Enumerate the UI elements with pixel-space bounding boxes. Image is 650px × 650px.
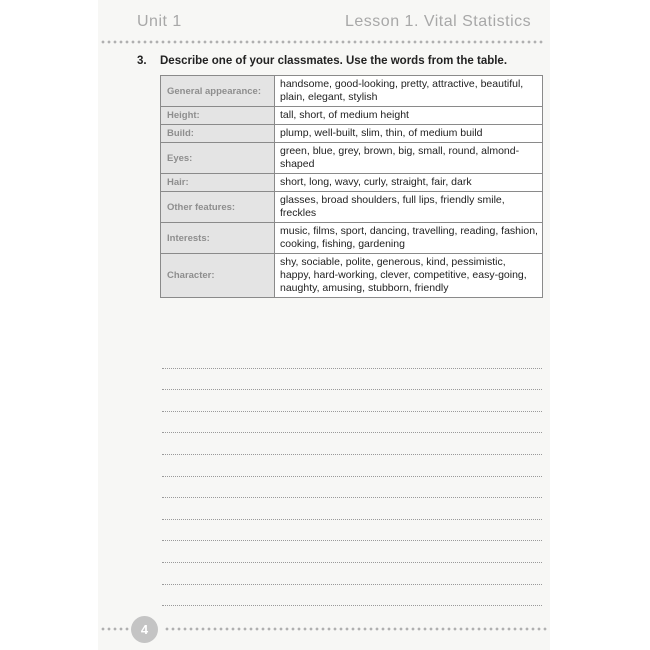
- row-label: Build:: [161, 125, 275, 143]
- footer-divider-right: [164, 627, 549, 631]
- table-row: [161, 223, 543, 254]
- header-divider: [100, 40, 545, 44]
- table-row: [161, 174, 543, 192]
- row-words: green, blue, grey, brown, big, small, round, almond-shaped: [275, 143, 543, 174]
- writing-line[interactable]: [162, 563, 542, 585]
- writing-line[interactable]: [162, 455, 542, 477]
- task-instruction: Describe one of your classmates. Use the words from the table.: [160, 55, 508, 67]
- lesson-title: Lesson 1. Vital Statistics: [345, 13, 532, 30]
- writing-line[interactable]: [162, 412, 542, 434]
- writing-line[interactable]: [162, 477, 542, 499]
- writing-line[interactable]: [162, 433, 542, 455]
- task-number: 3.: [137, 55, 147, 67]
- writing-line[interactable]: [162, 369, 542, 391]
- table-row: [161, 76, 543, 107]
- vocabulary-table: [160, 75, 543, 298]
- table-row: [161, 192, 543, 223]
- writing-line[interactable]: [162, 390, 542, 412]
- row-words: shy, sociable, polite, generous, kind, pessimistic, happy, hard-working, clever, competitive, easy-going, naughty, amusing, stubborn, friendly: [275, 254, 543, 298]
- row-label: General appearance:: [161, 76, 275, 107]
- row-label: Other features:: [161, 192, 275, 223]
- page-number-badge: 4: [131, 616, 158, 643]
- writing-line[interactable]: [162, 347, 542, 369]
- row-words: short, long, wavy, curly, straight, fair, dark: [275, 174, 543, 192]
- row-label: Height:: [161, 107, 275, 125]
- row-words: plump, well-built, slim, thin, of medium build: [275, 125, 543, 143]
- writing-line[interactable]: [162, 585, 542, 607]
- task-heading: [137, 55, 507, 67]
- table-row: [161, 143, 543, 174]
- writing-lines[interactable]: [162, 347, 542, 606]
- table-row: [161, 125, 543, 143]
- footer-divider-left: [100, 627, 130, 631]
- table-row: [161, 254, 543, 298]
- row-label: Hair:: [161, 174, 275, 192]
- row-words: tall, short, of medium height: [275, 107, 543, 125]
- row-label: Interests:: [161, 223, 275, 254]
- row-words: music, films, sport, dancing, travelling, reading, fashion, cooking, fishing, gardening: [275, 223, 543, 254]
- writing-line[interactable]: [162, 541, 542, 563]
- row-label: Eyes:: [161, 143, 275, 174]
- row-label: Character:: [161, 254, 275, 298]
- unit-title: Unit 1: [137, 13, 182, 30]
- row-words: glasses, broad shoulders, full lips, friendly smile, freckles: [275, 192, 543, 223]
- writing-line[interactable]: [162, 498, 542, 520]
- row-words: handsome, good-looking, pretty, attractive, beautiful, plain, elegant, stylish: [275, 76, 543, 107]
- table-row: [161, 107, 543, 125]
- writing-line[interactable]: [162, 520, 542, 542]
